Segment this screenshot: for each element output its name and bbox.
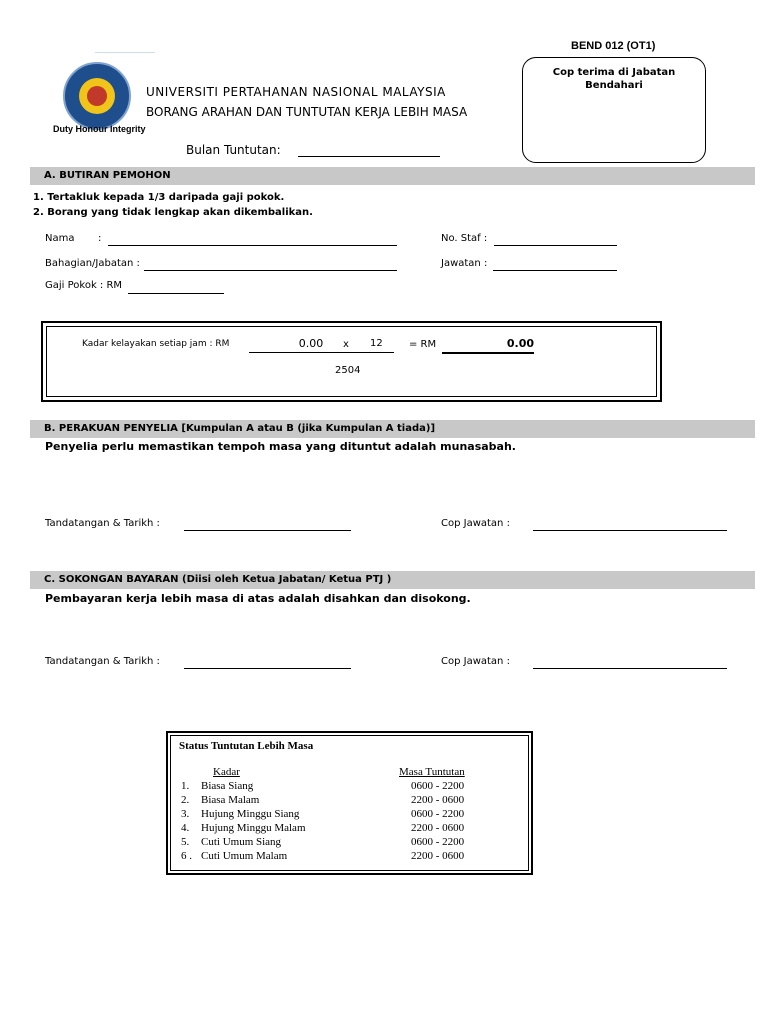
staff-input[interactable] (494, 245, 617, 246)
status-row-no: 2. (181, 794, 190, 806)
nama-colon: : (98, 233, 102, 244)
result-underline (442, 352, 534, 354)
status-row-rate: Hujung Minggu Malam (201, 822, 306, 834)
rate-result: 0.00 (506, 337, 534, 350)
motto: Duty Honour Integrity (53, 124, 146, 134)
nama-input[interactable] (108, 245, 397, 246)
salary-label: Gaji Pokok : RM (45, 280, 123, 291)
section-b-stamp-label: Cop Jawatan : (441, 518, 510, 529)
month-label: Bulan Tuntutan: (186, 143, 281, 157)
nama-label: Nama (45, 233, 75, 244)
status-row-rate: Biasa Siang (201, 780, 254, 792)
status-row-no: 6 . (181, 850, 192, 862)
section-a-header (30, 167, 755, 185)
col-rate-header: Kadar (213, 766, 240, 778)
rate-label: Kadar kelayakan setiap jam : RM (82, 339, 230, 349)
divisor: 2504 (335, 365, 361, 376)
position-label: Jawatan : (441, 258, 488, 269)
status-row-rate: Hujung Minggu Siang (201, 808, 300, 820)
section-b-title: B. PERAKUAN PENYELIA [Kumpulan A atau B (jika Kumpulan A tiada)] (44, 423, 436, 434)
position-input[interactable] (493, 270, 617, 271)
multiplier-underline (370, 352, 394, 353)
status-row-no: 4. (181, 822, 190, 834)
section-b-stamp-input[interactable] (533, 530, 727, 531)
salary-input[interactable] (128, 293, 224, 294)
status-row-time: 2200 - 0600 (411, 794, 465, 806)
section-a-title: A. BUTIRAN PEMOHON (44, 170, 171, 181)
logo-decor-line (95, 52, 155, 53)
status-row-time: 0600 - 2200 (411, 836, 465, 848)
status-row-time: 0600 - 2200 (411, 808, 465, 820)
status-table (166, 731, 533, 875)
dept-input[interactable] (144, 270, 397, 271)
form-title: BORANG ARAHAN DAN TUNTUTAN KERJA LEBIH MASA (146, 105, 468, 119)
status-row-rate: Biasa Malam (201, 794, 260, 806)
section-c-sign-input[interactable] (184, 668, 351, 669)
section-c-header (30, 571, 755, 589)
stamp-box-text: Cop terima di Jabatan Bendahari (552, 67, 676, 91)
status-row-rate: Cuti Umum Siang (201, 836, 282, 848)
status-row-rate: Cuti Umum Malam (201, 850, 288, 862)
status-row-time: 2200 - 0600 (411, 850, 465, 862)
university-logo (63, 62, 131, 130)
times-sign: x (343, 339, 349, 350)
stamp-box (522, 57, 706, 163)
status-row-time: 0600 - 2200 (411, 780, 465, 792)
logo-star-icon (87, 86, 107, 106)
status-row-no: 1. (181, 780, 190, 792)
university-name: UNIVERSITI PERTAHANAN NASIONAL MALAYSIA (146, 85, 446, 99)
col-time-header: Masa Tuntutan (399, 766, 465, 778)
rate-value: 0.00 (298, 337, 324, 350)
status-row-no: 5. (181, 836, 190, 848)
section-c-stamp-input[interactable] (533, 668, 727, 669)
section-b-statement: Penyelia perlu memastikan tempoh masa yang dituntut adalah munasabah. (45, 440, 516, 453)
note-2: 2. Borang yang tidak lengkap akan dikembalikan. (33, 207, 313, 218)
section-c-stamp-label: Cop Jawatan : (441, 656, 510, 667)
section-b-sign-label: Tandatangan & Tarikh : (45, 518, 160, 529)
status-table-title: Status Tuntutan Lebih Masa (179, 740, 314, 752)
rate-calculation-box (41, 321, 662, 402)
month-input[interactable] (298, 156, 440, 157)
note-1: 1. Tertakluk kepada 1/3 daripada gaji pokok. (33, 192, 285, 203)
status-row-time: 2200 - 0600 (411, 822, 465, 834)
section-b-header (30, 420, 755, 438)
staff-label: No. Staf : (441, 233, 488, 244)
equals-rm: = RM (409, 339, 437, 350)
rate-underline (249, 352, 373, 353)
section-c-statement: Pembayaran kerja lebih masa di atas adalah disahkan dan disokong. (45, 592, 471, 605)
multiplier: 12 (370, 338, 383, 349)
section-c-title: C. SOKONGAN BAYARAN (Diisi oleh Ketua Jabatan/ Ketua PTJ ) (44, 574, 392, 585)
status-row-no: 3. (181, 808, 190, 820)
section-b-sign-input[interactable] (184, 530, 351, 531)
form-code: BEND 012 (OT1) (571, 40, 656, 52)
section-c-sign-label: Tandatangan & Tarikh : (45, 656, 160, 667)
dept-label: Bahagian/Jabatan : (45, 258, 140, 269)
